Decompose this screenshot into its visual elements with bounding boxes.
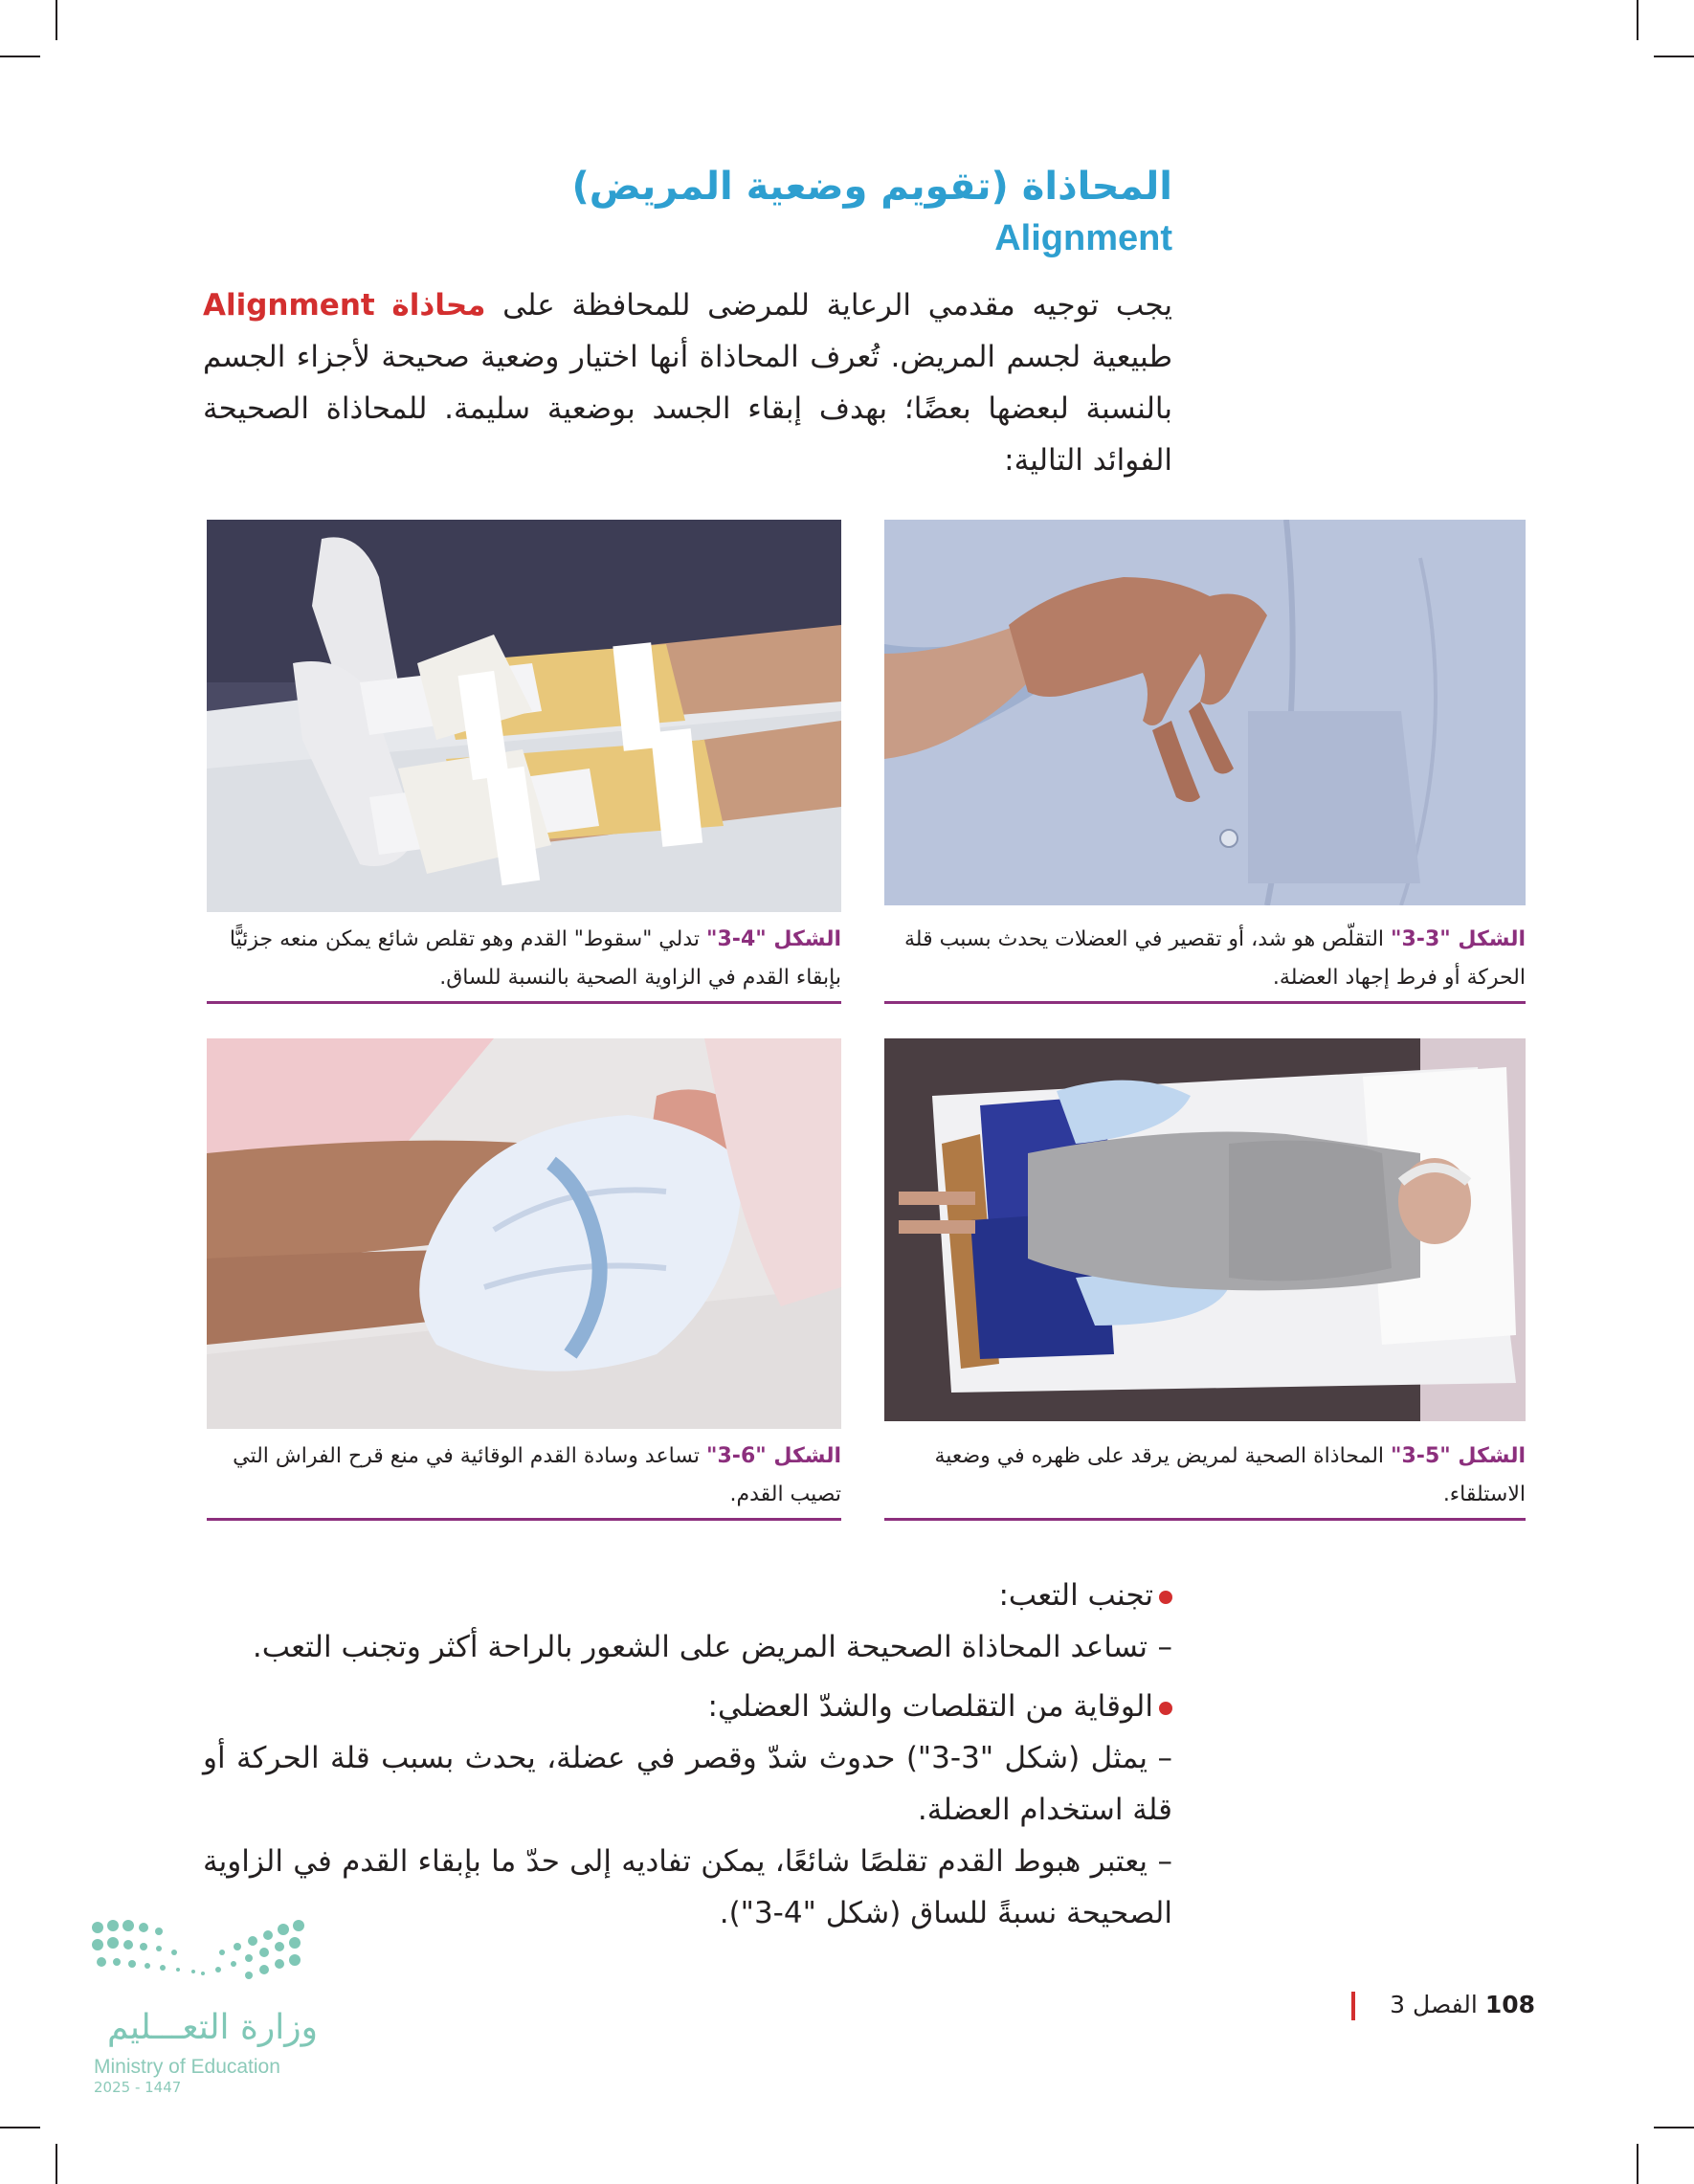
figure-label: الشكل "5-3": [1391, 1444, 1526, 1468]
crop-mark: [0, 56, 40, 57]
bullet-dot-icon: [1159, 1702, 1172, 1715]
figure-label: الشكل "6-3": [706, 1444, 841, 1468]
figure-caption-text: المحاذاة الصحية لمريض يرقد على ظهره في وضعية الاستلقاء.: [934, 1444, 1526, 1506]
dash-marker: –: [1157, 1741, 1172, 1775]
figure-5-3-photo: [884, 1038, 1526, 1421]
crop-mark: [56, 0, 57, 40]
ministry-logo: [88, 1914, 318, 2096]
intro-text: يجب توجيه مقدمي الرعاية للمرضى للمحافظة على: [485, 288, 1172, 323]
ministry-logo-dots-icon: [88, 1914, 308, 1991]
figure-3-3-photo: [884, 520, 1526, 905]
caption-rule: [207, 1001, 841, 1004]
benefit-heading: [203, 1681, 1172, 1732]
crop-mark: [1637, 2144, 1638, 2184]
dash-marker: –: [1157, 1630, 1172, 1664]
figure-4-3-photo: [207, 520, 841, 912]
page-number: 108: [1484, 1991, 1535, 2018]
figure-6-3-photo: [207, 1038, 841, 1429]
benefit-title: تجنب التعب:: [998, 1578, 1153, 1613]
intro-text-continued: طبيعية لجسم المريض. تُعرف المحاذاة أنها اختيار وضعية صحيحة لأجزاء الجسم بالنسبة لبعضها بعضًا؛ بهدف إبقاء الجسد بوضعية سليمة. للمحاذاة الصحيحة الفوائد التالية:: [203, 340, 1172, 478]
figure-3-3-caption: [884, 921, 1526, 997]
figure-label: الشكل "3-3": [1391, 927, 1526, 951]
caption-rule: [884, 1001, 1526, 1004]
intro-term-arabic: محاذاة: [391, 288, 486, 323]
ministry-year: 2025 - 1447: [94, 2079, 182, 2096]
section-title: المحاذاة (تقويم وضعية المريض): [571, 165, 1172, 209]
bullet-dot-icon: [1159, 1591, 1172, 1604]
benefit-item-text: يمثل (شكل "3-3") حدوث شدّ وقصر في عضلة، يحدث بسبب قلة الحركة أو قلة استخدام العضلة.: [203, 1741, 1172, 1827]
figure-6-3-caption: [207, 1437, 841, 1514]
intro-paragraph: [203, 279, 1172, 486]
figure-caption-text: تدلي "سقوط" القدم وهو تقلص شائع يمكن منعه جزئيًّا بإبقاء القدم في الزاوية الصحية بالنسبة للساق.: [229, 927, 841, 990]
footer-accent-bar: [1351, 1992, 1355, 2020]
benefit-title: الوقاية من التقلصات والشدّ العضلي:: [707, 1689, 1153, 1724]
figure-4-3-caption: [207, 921, 841, 997]
page-footer: [1351, 1991, 1535, 2020]
caption-rule: [884, 1518, 1526, 1521]
ministry-name-arabic: وزارة التعـــليم: [106, 2008, 318, 2047]
figure-label: الشكل "4-3": [706, 927, 841, 951]
caption-rule: [207, 1518, 841, 1521]
crop-mark: [1654, 56, 1694, 57]
figure-caption-text: التقلّص هو شد، أو تقصير في العضلات يحدث بسبب قلة الحركة أو فرط إجهاد العضلة.: [904, 927, 1526, 990]
benefit-item: [203, 1621, 1172, 1673]
figure-5-3-caption: [884, 1437, 1526, 1514]
ministry-name-english: Ministry of Education: [94, 2056, 280, 2078]
chapter-label: الفصل 3: [1390, 1991, 1478, 2018]
crop-mark: [0, 2127, 40, 2128]
intro-term-english: Alignment: [203, 288, 375, 323]
figure-caption-text: تساعد وسادة القدم الوقائية في منع قرح الفراش التي تصيب القدم.: [233, 1444, 841, 1506]
section-title-english: Alignment: [994, 218, 1172, 258]
benefit-item-text: تساعد المحاذاة الصحيحة المريض على الشعور بالراحة أكثر وتجنب التعب.: [252, 1630, 1148, 1664]
dash-marker: –: [1157, 1844, 1172, 1879]
crop-mark: [1637, 0, 1638, 40]
benefit-item: [203, 1732, 1172, 1836]
benefit-heading: [203, 1570, 1172, 1621]
benefit-item: [203, 1836, 1172, 1939]
crop-mark: [1654, 2127, 1694, 2128]
crop-mark: [56, 2144, 57, 2184]
benefit-item-text: يعتبر هبوط القدم تقلصًا شائعًا، يمكن تفاديه إلى حدّ ما بإبقاء القدم في الزاوية الصحيحة نسبةً للساق (شكل "4-3").: [203, 1844, 1172, 1930]
benefits-list: [203, 1570, 1172, 1939]
